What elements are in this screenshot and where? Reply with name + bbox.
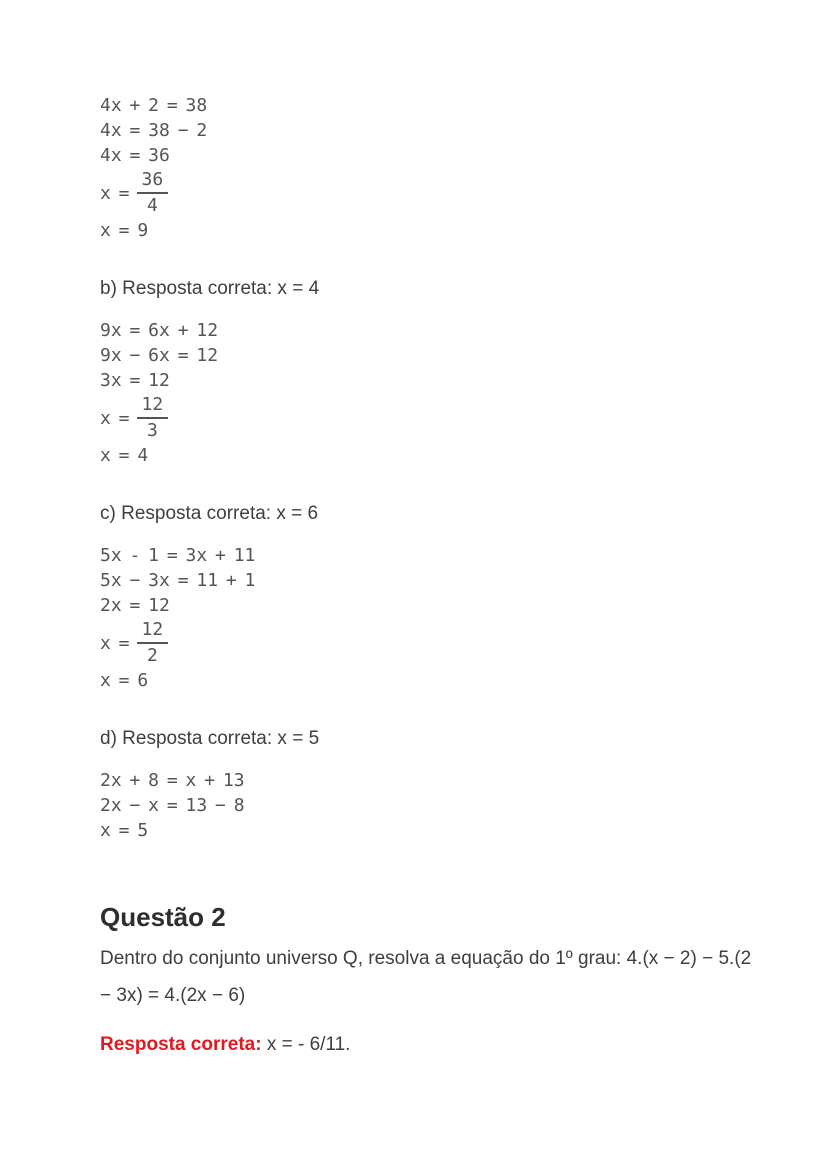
final-answer-value: x = - 6/11.: [261, 1034, 351, 1055]
fraction-numerator: 12: [137, 396, 169, 419]
equation-fraction-step: [100, 393, 758, 443]
solution-block-d: [100, 768, 758, 843]
equation-step: 4x = 38 − 2: [100, 120, 208, 141]
final-answer: [100, 1032, 758, 1057]
equation-step: x = 5: [100, 820, 149, 841]
answer-label-d: d) Resposta correta: x = 5: [100, 728, 320, 749]
fraction-lhs: x =: [100, 182, 130, 204]
question-2-title: Questão 2: [100, 902, 226, 932]
fraction-numerator: 12: [137, 621, 169, 644]
equation-step: 2x + 8 = x + 13: [100, 770, 245, 791]
fraction-lhs: x =: [100, 407, 130, 429]
fraction-denominator: 4: [146, 195, 158, 216]
question-2-text-line-1: Dentro do conjunto universo Q, resolva a equação do 1º grau: 4.(x − 2) − 5.(2: [100, 948, 752, 969]
equation-step: 9x − 6x = 12: [100, 345, 219, 366]
solution-block-c: [100, 543, 758, 693]
equation-step: 4x = 36: [100, 145, 170, 166]
question-2-text-line-2: − 3x) = 4.(2x − 6): [100, 985, 246, 1006]
fraction-denominator: 2: [146, 645, 158, 666]
equation-result: x = 4: [100, 445, 149, 466]
equation-fraction-step: [100, 618, 758, 668]
answer-label-b: b) Resposta correta: x = 4: [100, 278, 320, 299]
fraction-lhs: x =: [100, 632, 130, 654]
fraction: [137, 396, 169, 440]
equation-step: 4x + 2 = 38: [100, 95, 208, 116]
equation-result: x = 9: [100, 220, 149, 241]
final-answer-label: Resposta correta:: [100, 1034, 262, 1055]
fraction: [137, 621, 169, 665]
fraction: [137, 171, 169, 215]
question-2-text: [100, 940, 758, 1014]
answer-label-c: c) Resposta correta: x = 6: [100, 503, 319, 524]
equation-step: 3x = 12: [100, 370, 170, 391]
equation-step: 5x − 3x = 11 + 1: [100, 570, 256, 591]
equation-step: 2x = 12: [100, 595, 170, 616]
solution-block-a: [100, 93, 758, 243]
equation-result: x = 6: [100, 670, 149, 691]
solution-block-b: [100, 318, 758, 468]
fraction-denominator: 3: [146, 420, 158, 441]
equation-step: 5x - 1 = 3x + 11: [100, 545, 256, 566]
fraction-numerator: 36: [137, 171, 169, 194]
equation-step: 9x = 6x + 12: [100, 320, 219, 341]
equation-fraction-step: [100, 168, 758, 218]
equation-step: 2x − x = 13 − 8: [100, 795, 245, 816]
